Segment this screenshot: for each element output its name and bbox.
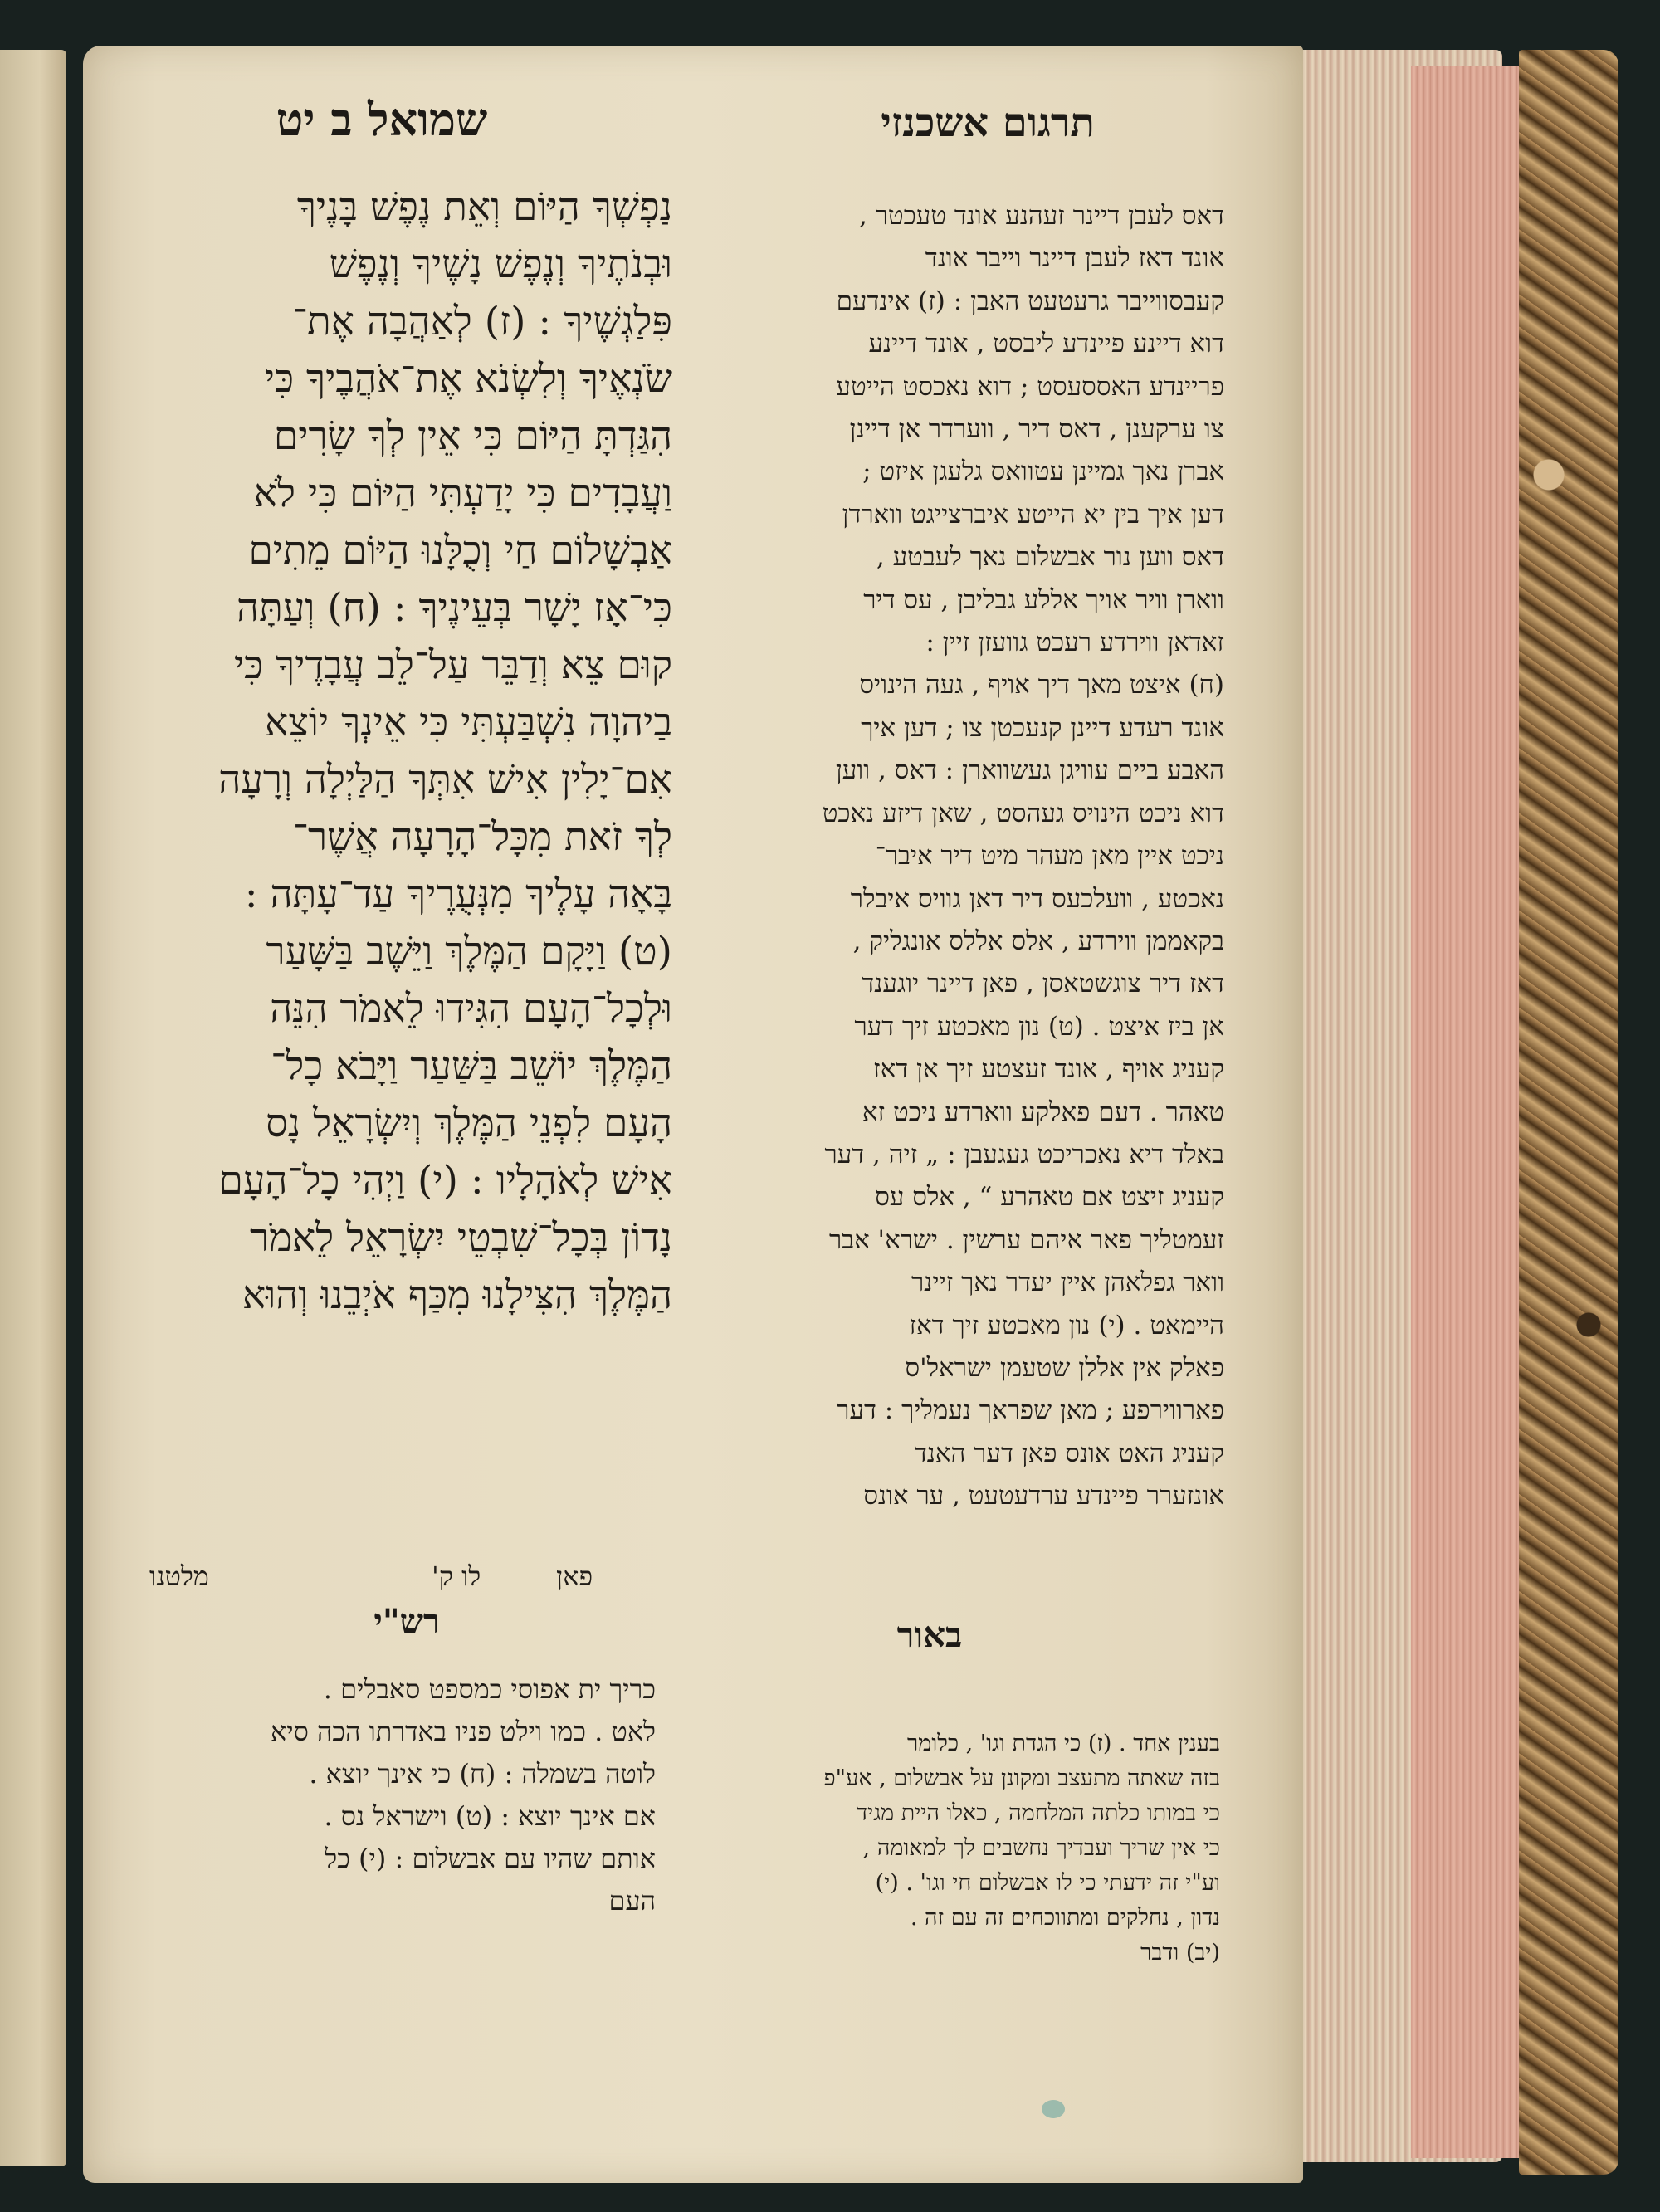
text-line: זאדאן ווירדע רעכט גוועזן זיין : xyxy=(925,627,1224,658)
text-line: פארווירפע ; מאן שפראך נעמליך : דער xyxy=(837,1395,1224,1426)
marbled-cover xyxy=(1519,50,1618,2175)
text-line: היימאט . (י) נון מאכטע זיך דאז xyxy=(909,1310,1224,1340)
text-line: קעניג זיצט אם טאהרע “ , אלס עס xyxy=(875,1182,1224,1213)
text-line: כי אין שריך ועבדיך נחשבים לך למאומה , xyxy=(862,1835,1220,1861)
text-line: נַפְשְׁךָ הַיּוֹם וְאֵת נֶפֶשׁ בָּנֶיךָ xyxy=(296,184,672,230)
text-line: דאס ווען נור אבשלום נאך לעבטע , xyxy=(876,542,1224,573)
text-line: אונד דאז לעבן דיינר וייבר אונד xyxy=(925,243,1224,274)
text-line: אונזערר פיינדע ערדעטעט , ער אונס xyxy=(863,1481,1224,1511)
text-line: העם xyxy=(608,1885,656,1917)
text-line: (יב) ודבר xyxy=(1140,1940,1220,1965)
beur-heading: באור xyxy=(896,1614,963,1655)
text-line: כִּי־אָז יָשָׁר בְּעֵינֶיךָ : (ח) וְעַתָּה xyxy=(237,585,672,631)
text-line: אברן נאך גמיינן עטוואס גלעגן איזט ; xyxy=(862,457,1224,487)
text-line: קוּם צֵא וְדַבֵּר עַל־לֵב עֲבָדֶיךָ כִּי xyxy=(233,642,672,688)
text-line: בזה שאתה מתעצב ומקונן על אבשלום , אע"פ xyxy=(823,1765,1220,1791)
text-line: פאלק אין אללן שטעמן ישראל'ס xyxy=(905,1352,1224,1383)
text-line: הַמֶּלֶךְ הִצִּילָנוּ מִכַּף אֹיְבֵנוּ וְהוּא xyxy=(242,1272,672,1318)
yiddish-translation-column xyxy=(710,195,1224,1518)
rashi-heading: רש"י xyxy=(374,1602,440,1641)
text-line: טאהר . דעם פאלקע ווארדע ניכט זא xyxy=(862,1096,1224,1127)
text-line: וּבְנֹתֶיךָ וְנֶפֶשׁ נָשֶׁיךָ וְנֶפֶשׁ xyxy=(329,242,672,287)
text-line: צו ערקענן , דאס דיר , ווערדר אן דיינן xyxy=(849,414,1224,445)
text-line: לְךָ זֹאת מִכָּל־הָרָעָה אֲשֶׁר־ xyxy=(293,814,672,860)
text-line: כי במותו כלתה המלחמה , כאלו היית מגיד xyxy=(857,1800,1220,1826)
text-line: ווארן וויר אויך אללע גבליבן , עס דיר xyxy=(863,584,1224,615)
text-line: באלד דיא נאכריכט געגעבן : „ זיה , דער xyxy=(824,1139,1224,1169)
text-line: לאט . כמו וילט פניו באדרתו הכה סיא xyxy=(271,1716,656,1747)
rashi-commentary xyxy=(124,1668,656,1922)
text-line: וואר גפלאהן איין יעדר נאך זיינר xyxy=(911,1267,1224,1298)
running-header-book-chapter: שמואל ב יט xyxy=(276,93,488,146)
previous-page-edge xyxy=(0,50,66,2166)
text-line: שֹׂנְאֶיךָ וְלִשְׂנֹא אֶת־אֹהֲבֶיךָ כִּי xyxy=(264,356,672,402)
text-line: בָּאָה עָלֶיךָ מִנְּעֻרֶיךָ עַד־עָתָּה : xyxy=(244,872,672,917)
text-line: אן ביז איצט . (ט) נון מאכטע זיך דער xyxy=(854,1011,1224,1042)
text-line: אִם־יָלִין אִישׁ אִתְּךָ הַלַּיְלָה וְרָעָה xyxy=(218,757,672,803)
text-line: וע"י זה ידעתי כי לו אבשלום חי וגו' . (י) xyxy=(875,1870,1220,1896)
text-line: וּלְכָל־הָעָם הִגִּידוּ לֵאמֹר הִנֵּה xyxy=(270,986,672,1032)
text-line: בַיהוָה נִשְׁבַּעְתִּי כִּי אֵינְךָ יוֹצֵא xyxy=(265,700,672,745)
text-line: בענין אחד . (ז) כי הגדת וגו' , כלומר xyxy=(907,1731,1220,1756)
catchword: לו ק' xyxy=(432,1560,481,1592)
text-line: בקאממן ווירדע , אלס אללס אונגליק , xyxy=(852,925,1224,956)
text-line: קעניג האט אונס פאן דער האנד xyxy=(914,1438,1224,1468)
text-line: אם אינך יוצא : (ט) וישראל נס . xyxy=(324,1800,656,1832)
text-line: קעבסווייבר גרעטעט האבן : (ז) אינדעם xyxy=(836,286,1224,316)
ink-stain xyxy=(1042,2100,1065,2118)
catchword: מלטנו xyxy=(149,1560,209,1592)
text-line: פִּלַגְשֶׁיךָ : (ז) לְאַהֲבָה אֶת־ xyxy=(292,299,672,344)
beur-commentary xyxy=(689,1726,1220,1970)
text-line: זעמטליך פאר איהם ערשין . ישרא' אבר xyxy=(828,1224,1224,1255)
text-line: נאכטע , וועלכעס דיר דאן גוויס איבלר xyxy=(850,883,1224,914)
text-line: דען איך בין יא הייטע איברצייגט ווארדן xyxy=(842,499,1224,530)
text-line: דאס לעבן דיינר זעהנע אונד טעכטר , xyxy=(858,201,1224,231)
text-line: אִישׁ לְאֹהָלָיו : (י) וַיְהִי כָל־הָעָם xyxy=(218,1158,672,1204)
text-line: אותם שהיו עם אבשלום : (י) כל xyxy=(325,1843,656,1874)
text-line: ניכט איין מאן מעהר מיט דיר איבר־ xyxy=(875,841,1224,872)
text-line: (ט) וַיָּקָם הַמֶּלֶךְ וַיֵּשֶׁב בַּשָּׁעַר xyxy=(266,929,672,974)
text-line: אַבְשָׁלוֹם חַי וְכֻלָּנוּ הַיּוֹם מֵתִים xyxy=(248,528,672,574)
text-line: פריינדע האססעסט ; דוא נאכסט הייטע xyxy=(836,371,1224,402)
text-line: נָדוֹן בְּכָל־שִׁבְטֵי יִשְׂרָאֵל לֵאמֹר xyxy=(250,1215,672,1261)
hebrew-text-column xyxy=(116,178,672,1324)
text-line: קעניג אויף , אונד זעצטע זיך אן דאז xyxy=(872,1054,1224,1085)
text-line: נדון , נחלקים ומתווכחים זה עם זה . xyxy=(910,1905,1220,1931)
catchword: פאן xyxy=(556,1560,593,1592)
text-line: דאז דיר צוגשטאסן , פאן דיינר יוגענד xyxy=(862,969,1224,999)
text-line: הִגַּדְתָּ הַיּוֹם כִּי אֵין לְךָ שָׂרִים xyxy=(273,413,672,459)
red-page-edges xyxy=(1411,66,1536,2158)
text-line: האבע ביים עוויגן געשווארן : דאס , ווען xyxy=(835,755,1224,786)
text-line: דוא ניכט הינויס געהסט , שאן דיזע נאכט xyxy=(822,798,1224,828)
text-line: כריך ית אפוסי כמספט סאבלים . xyxy=(323,1673,656,1705)
text-line: הָעָם לִפְנֵי הַמֶּלֶךְ וְיִשְׂרָאֵל נָס xyxy=(266,1101,672,1146)
text-line: דוא דיינע פיינדע ליבסט , אונד דיינע xyxy=(868,329,1224,359)
running-header-targum: תרגום אשכנזי xyxy=(881,100,1095,146)
text-line: אונד רעדע דיינן קנעכטן צו ; דען איך xyxy=(861,712,1224,743)
text-line: וַעֲבָדִים כִּי יָדַעְתִּי הַיּוֹם כִּי לֹא xyxy=(253,471,672,516)
text-line: לוטה בשמלה : (ח) כי אינך יוצא . xyxy=(309,1758,656,1790)
text-line: (ח) איצט מאך דיך אויף , געה הינויס xyxy=(859,670,1224,701)
text-line: הַמֶּלֶךְ יוֹשֵׁב בַּשַּׁעַר וַיָּבֹא כָל־ xyxy=(271,1043,672,1089)
